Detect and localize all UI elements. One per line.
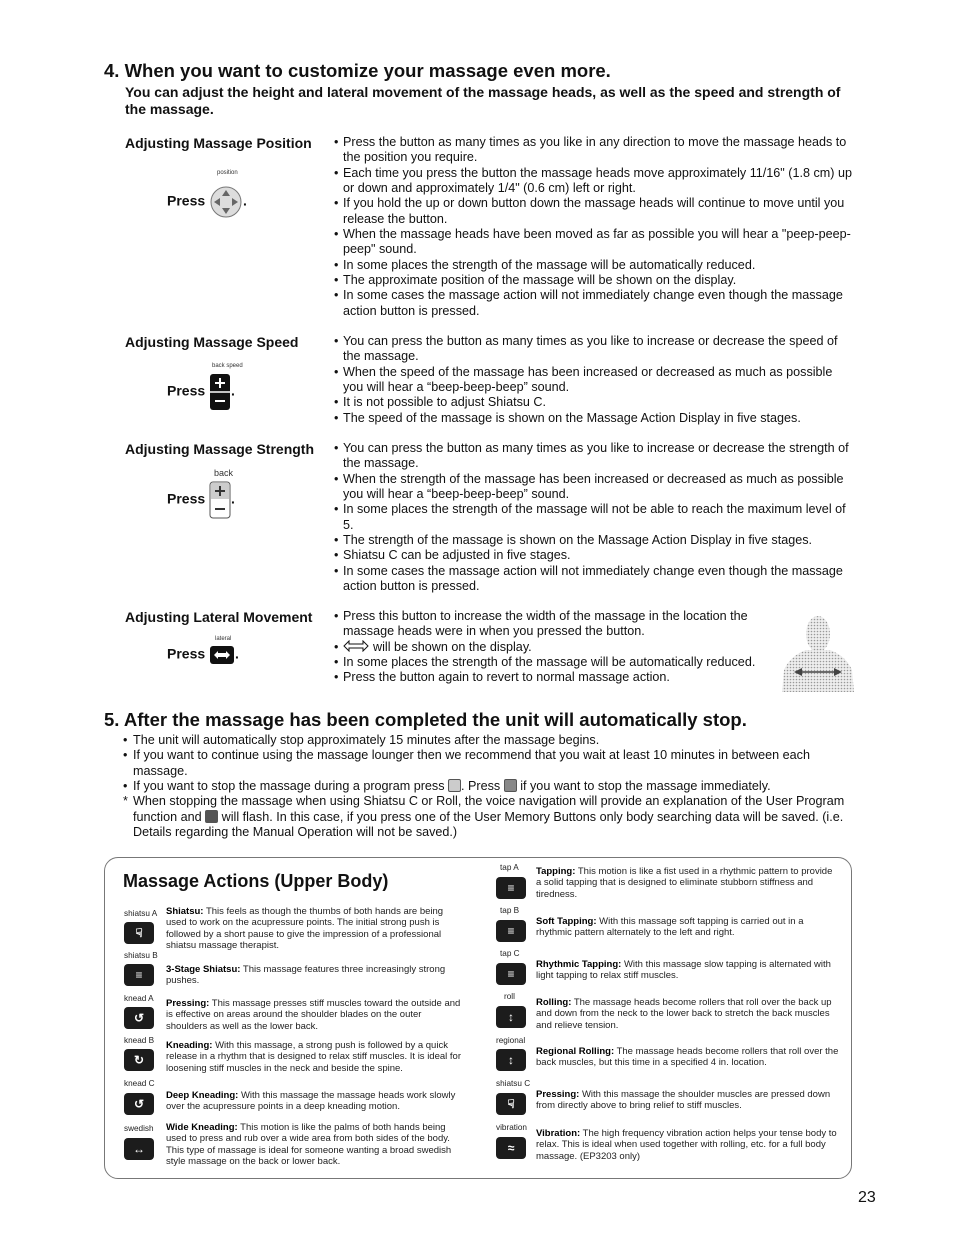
action-shiatsu [166, 906, 461, 952]
action-name: Rolling: [536, 997, 572, 1008]
speed-bullets [334, 334, 854, 426]
action-name: Kneading: [166, 1040, 213, 1051]
icon-caption: tap B [500, 906, 520, 915]
action-name: Soft Tapping: [536, 916, 597, 927]
action-text: With this massage, a strong push is followed by a quick release in a rhythm that is designed to relax stiff muscles. It is ideal for loosening stiff muscles in the neck and beside the spine. [166, 1040, 461, 1074]
knead-a-icon: ↺ [124, 1007, 154, 1029]
icon-caption: swedish [124, 1124, 154, 1133]
icon-caption: roll [504, 992, 515, 1001]
icon-caption: knead C [124, 1079, 155, 1088]
action-tapping [536, 866, 836, 900]
lateral-button-icon [209, 645, 235, 665]
bullet: • The unit will automatically stop approximately 15 minutes after the massage begins. [123, 733, 853, 748]
action-vibration [536, 1128, 841, 1162]
icon-caption: shiatsu C [496, 1079, 531, 1088]
bullet: • In some places the strength of the massage will be automatically reduced. [334, 258, 854, 273]
bullet-text: . Press [461, 779, 501, 794]
action-text: With this massage soft tapping is carried out in a rhythmic pattern alternately to the left and right. [536, 916, 804, 939]
bullet: • In some cases the massage action will not immediately change even though the massage action button is pressed. [334, 564, 854, 595]
swedish-icon: ↔ [124, 1138, 154, 1160]
action-text: The massage heads become rollers that roll over the back up and down from the neck to the lower back to stretch the back muscles and relieve tension. [536, 997, 832, 1031]
action-name: Wide Kneading: [166, 1122, 238, 1133]
position-bullets [334, 135, 854, 319]
action-3-stage-shiatsu [166, 964, 461, 987]
bullet-text: If you want to stop the massage during a program press [133, 779, 445, 794]
bullet-text: if you want to stop the massage immediately. [520, 779, 771, 794]
icon-caption: vibration [496, 1123, 527, 1132]
action-rhythmic-tapping [536, 959, 836, 982]
icon-caption: shiatsu A [124, 909, 158, 918]
bullet: • Each time you press the button the massage heads move approximately 11/16" (1.8 cm) up or down and approximately 1/4" (0.6 cm) left or right. [334, 166, 854, 197]
note-text: will flash. In this case, if you press one of the User Memory Buttons only body searching data will be saved. (i.e. Details regarding the Manual Operation will not be saved.) [133, 809, 844, 840]
action-name: 3-Stage Shiatsu: [166, 964, 241, 975]
press-label: Press [167, 382, 206, 399]
bullet: • In some places the strength of the massage will not be able to reach the maximum level of 5. [334, 502, 854, 533]
bullet [334, 640, 784, 655]
action-text: This massage features three increasingly strong pushes. [166, 964, 446, 987]
shiatsu-c-icon: ☟ [496, 1093, 526, 1115]
tap-b-icon: ≡ [496, 920, 526, 942]
bullet: • The speed of the massage is shown on the Massage Action Display in five stages. [334, 411, 854, 426]
strength-press: Press . [167, 481, 235, 519]
position-icon-caption: position [217, 170, 238, 176]
action-regional-rolling [536, 1046, 841, 1069]
section5-bullets [123, 733, 853, 840]
position-heading: Adjusting Massage Position [125, 135, 312, 151]
icon-caption: knead A [124, 994, 154, 1003]
bullet: • In some places the strength of the massage will be automatically reduced. [334, 655, 784, 670]
upper-body-figure-icon [780, 612, 856, 692]
action-text: This feels as though the thumbs of both hands are being used to work on the acupressure points. The initial strong push is followed by a short pause to give the impression of a professional shiatsu massage therapist. [166, 906, 444, 952]
roll-icon: ↕ [496, 1006, 526, 1028]
regional-icon: ↕ [496, 1049, 526, 1071]
lateral-press: Press . [167, 645, 239, 665]
action-soft-tapping [536, 916, 836, 939]
shiatsu-b-icon: ≡ [124, 964, 154, 986]
note [123, 794, 853, 840]
bullet: • Shiatsu C can be adjusted in five stages. [334, 548, 854, 563]
action-shoulder-pressing [536, 1089, 841, 1112]
lateral-arrow-icon [343, 640, 369, 652]
action-text: With this massage the massage heads work slowly over the acupressure points in a deep kneading motion. [166, 1090, 456, 1113]
action-name: Vibration: [536, 1128, 581, 1139]
action-name: Tapping: [536, 866, 576, 877]
stop-button-icon [504, 779, 517, 792]
knead-b-icon: ↻ [124, 1049, 154, 1071]
bullet: • When the massage heads have been moved as far as possible you will hear a "peep-peep-peep" sound. [334, 227, 854, 258]
action-name: Deep Kneading: [166, 1090, 239, 1101]
page-number: 23 [858, 1189, 876, 1206]
action-text: This motion is like a fist used in a rhythmic pattern to provide a solid tapping that is designed to eliminate stubborn stiffness and tiredness. [536, 866, 833, 900]
shiatsu-a-icon: ☟ [124, 922, 154, 944]
action-name: Shiatsu: [166, 906, 204, 917]
speed-button-icon [209, 373, 231, 411]
note-text: When stopping the massage when using Shiatsu C or Roll, the voice navigation will provide an explanation of the User Program function and [133, 794, 845, 824]
program-stop-icon [448, 779, 461, 792]
action-text: This motion is like the palms of both hands being used to press and rub over a wide area from both sides of the body. This type of massage is ideal for someone wanting a broad swedish style massage on the back or lower back. [166, 1122, 452, 1168]
lateral-icon-caption: lateral [215, 636, 232, 642]
action-rolling [536, 997, 841, 1031]
bullet: • Press the button again to revert to normal massage action. [334, 670, 784, 685]
bullet: • The approximate position of the massage will be shown on the display. [334, 273, 854, 288]
lateral-heading: Adjusting Lateral Movement [125, 609, 313, 625]
bullet: • When the speed of the massage has been increased or decreased as much as possible you will hear a “beep-beep-beep” sound. [334, 365, 854, 396]
icon-caption: regional [496, 1036, 526, 1045]
bullet: • Press this button to increase the width of the massage in the location the massage heads were in when you pressed the button. [334, 609, 784, 640]
action-text: This massage presses stiff muscles toward the outside and is effective on areas around the shoulder blades on the outer shoulders as well as the lower back. [166, 998, 461, 1032]
strength-button-icon [209, 481, 231, 519]
bullet: • When the strength of the massage has been increased or decreased as much as possible you will hear a “beep-beep-beep” sound. [334, 472, 854, 503]
action-text: With this massage the shoulder muscles are pressed down from directly above to bring relief to stiff muscles. [536, 1089, 831, 1112]
press-label: Press [167, 192, 206, 209]
lateral-display-text: will be shown on the display. [373, 639, 532, 654]
action-deep-kneading [166, 1090, 471, 1113]
bullet: • You can press the button as many times as you like to increase or decrease the strength of the massage. [334, 441, 854, 472]
icon-caption: shiatsu B [124, 951, 158, 960]
action-text: The massage heads become rollers that roll over the back muscles, but this time in a specified 4 in. location. [536, 1046, 839, 1069]
knead-c-icon: ↺ [124, 1093, 154, 1115]
action-name: Rhythmic Tapping: [536, 959, 622, 970]
bullet: • You can press the button as many times as you like to increase or decrease the speed of the massage. [334, 334, 854, 365]
section4-title: 4. When you want to customize your massage even more. [104, 60, 611, 81]
bullet: • The strength of the massage is shown on the Massage Action Display in five stages. [334, 533, 854, 548]
action-name: Regional Rolling: [536, 1046, 615, 1057]
action-kneading [166, 1040, 461, 1074]
bullet [123, 779, 853, 794]
section5-title: 5. After the massage has been completed the unit will automatically stop. [104, 709, 747, 730]
bullet: • It is not possible to adjust Shiatsu C. [334, 395, 854, 410]
icon-caption: tap C [500, 949, 520, 958]
strength-bullets [334, 441, 854, 594]
section4-intro: You can adjust the height and lateral movement of the massage heads, as well as the speed and strength of the massage. [125, 84, 841, 117]
speed-heading: Adjusting Massage Speed [125, 334, 299, 350]
massage-actions-title: Massage Actions (Upper Body) [123, 871, 389, 891]
action-wide-kneading [166, 1122, 466, 1168]
press-label: Press [167, 645, 206, 662]
bullet: • If you hold the up or down button down the massage heads will continue to move until you release the button. [334, 196, 854, 227]
action-name: Pressing: [166, 998, 210, 1009]
press-label: Press [167, 490, 206, 507]
icon-caption: tap A [500, 863, 519, 872]
speed-press: Press . [167, 373, 235, 411]
icon-caption: knead B [124, 1036, 155, 1045]
tap-a-icon: ≡ [496, 877, 526, 899]
action-name: Pressing: [536, 1089, 580, 1100]
position-press: Press . [167, 185, 247, 219]
strength-heading: Adjusting Massage Strength [125, 441, 315, 457]
user-memory-icon [205, 810, 218, 823]
bullet: • Press the button as many times as you like in any direction to move the massage heads to the position you require. [334, 135, 854, 166]
action-text: With this massage slow tapping is alternated with light tapping to relax stiff muscles. [536, 959, 831, 982]
bullet: • In some cases the massage action will not immediately change even though the massage action button is pressed. [334, 288, 854, 319]
action-pressing [166, 998, 461, 1032]
tap-c-icon: ≡ [496, 963, 526, 985]
speed-icon-caption: back speed [212, 363, 243, 369]
action-text: The high frequency vibration action helps your tense body to relax. This is ideal when used together with rolling, etc. for a full body massage. (EP3203 only) [536, 1128, 837, 1162]
vibration-icon: ≈ [496, 1137, 526, 1159]
position-button-icon [209, 185, 243, 219]
bullet: • If you want to continue using the massage lounger then we recommend that you wait at least 10 minutes in between each massage. [123, 748, 853, 779]
lateral-bullets [334, 609, 784, 686]
strength-icon-caption: back [214, 468, 234, 478]
